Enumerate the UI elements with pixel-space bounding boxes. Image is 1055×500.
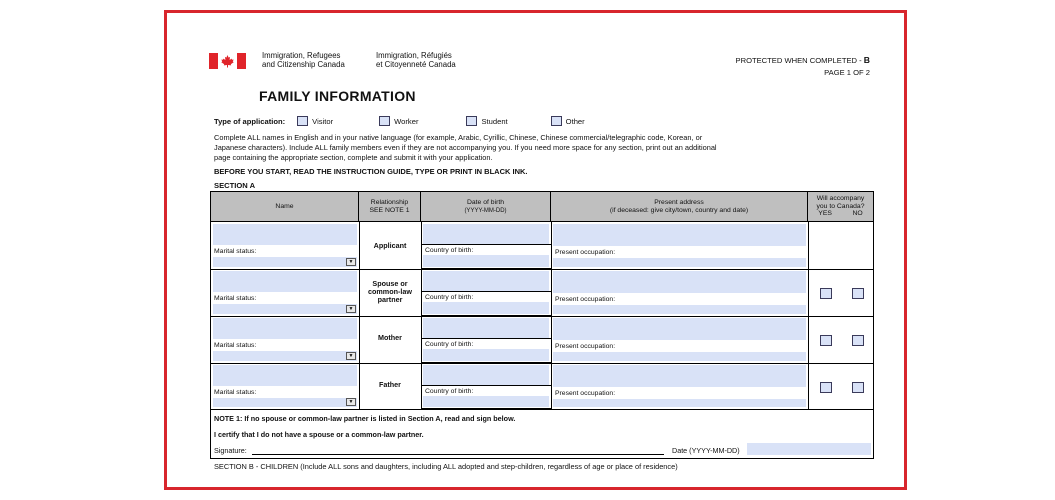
- applicant-marital-status-select[interactable]: [213, 257, 357, 267]
- header-accompany-question: you to Canada?: [816, 202, 865, 210]
- spouse-address-field[interactable]: [553, 271, 806, 293]
- mother-name-field[interactable]: [213, 318, 357, 339]
- header-dob: [421, 192, 551, 222]
- relationship-line: Mother: [378, 333, 402, 342]
- applicant-name-field[interactable]: [213, 224, 357, 245]
- mother-dob-field[interactable]: [423, 318, 549, 338]
- dept-fr-line1: Immigration, Réfugiés: [376, 51, 452, 60]
- header-address-hint: (if deceased: give city/town, country and date): [609, 206, 749, 214]
- father-dob-field[interactable]: [423, 365, 549, 385]
- father-yes-checkbox[interactable]: [820, 382, 832, 393]
- chevron-down-icon[interactable]: ▼: [346, 258, 356, 266]
- other-label: Other: [565, 116, 585, 126]
- mother-occupation-field[interactable]: [553, 352, 806, 361]
- protected-notice: [736, 54, 870, 79]
- date-label: Date (YYYY-MM-DD): [672, 446, 740, 455]
- type-option-visitor[interactable]: [297, 116, 333, 126]
- worker-checkbox[interactable]: [379, 116, 390, 126]
- father-marital-status-select[interactable]: [213, 398, 357, 407]
- spouse-marital-status-select[interactable]: [213, 304, 357, 314]
- header-yes: YES: [818, 210, 832, 218]
- section-a-title: SECTION A: [214, 181, 256, 190]
- spouse-occupation-field[interactable]: [553, 305, 806, 314]
- country-of-birth-label: Country of birth:: [425, 388, 474, 395]
- header-name: [211, 192, 359, 222]
- applicant-country-field[interactable]: [423, 255, 549, 267]
- protected-label: PROTECTED WHEN COMPLETED -: [735, 56, 864, 65]
- relationship-spouse: [359, 280, 421, 304]
- other-checkbox[interactable]: [551, 116, 562, 126]
- spouse-yes-checkbox[interactable]: [820, 288, 832, 299]
- row-divider: [211, 409, 873, 410]
- dept-fr-line2: et Citoyenneté Canada: [376, 60, 456, 69]
- applicant-address-field[interactable]: [553, 224, 806, 246]
- type-option-student[interactable]: [466, 116, 507, 126]
- instructions-line: page containing the appropriate section, complete and submit it with your application.: [214, 153, 493, 162]
- father-name-field[interactable]: [213, 365, 357, 386]
- department-name-en: [262, 51, 345, 69]
- chevron-down-icon[interactable]: ▼: [346, 398, 356, 406]
- header-yes-no: [808, 210, 873, 218]
- section-b-title: SECTION B - CHILDREN (Include ALL sons and daughters, including ALL adopted and step-children, regardless of age or place of residence): [214, 462, 678, 471]
- visitor-label: Visitor: [312, 116, 334, 126]
- worker-label: Worker: [394, 116, 419, 126]
- certify-statement: I certify that I do not have a spouse or a common-law partner.: [214, 430, 424, 439]
- marital-status-label: Marital status:: [214, 342, 257, 349]
- section-a-table: [210, 191, 874, 459]
- type-option-worker[interactable]: [379, 116, 418, 126]
- relationship-line: partner: [377, 295, 403, 304]
- spouse-country-field[interactable]: [423, 302, 549, 314]
- header-relationship-note: SEE NOTE 1: [369, 206, 410, 214]
- relationship-line: common-law: [368, 287, 412, 296]
- mother-yes-checkbox[interactable]: [820, 335, 832, 346]
- mother-marital-status-select[interactable]: [213, 351, 357, 361]
- father-address-field[interactable]: [553, 365, 806, 387]
- form-page: [167, 13, 904, 487]
- present-occupation-label: Present occupation:: [555, 249, 616, 256]
- present-occupation-label: Present occupation:: [555, 343, 616, 350]
- instructions-paragraph: [214, 133, 870, 163]
- marital-status-label: Marital status:: [214, 389, 257, 396]
- father-occupation-field[interactable]: [553, 399, 806, 407]
- header-relationship: [359, 192, 421, 222]
- relationship-line: Applicant: [373, 241, 407, 250]
- chevron-down-icon[interactable]: ▼: [346, 305, 356, 313]
- header-no: NO: [852, 210, 863, 218]
- spouse-no-checkbox[interactable]: [852, 288, 864, 299]
- signature-date-field[interactable]: [747, 443, 871, 455]
- form-title: FAMILY INFORMATION: [259, 88, 416, 104]
- country-of-birth-label: Country of birth:: [425, 294, 474, 301]
- row-divider: [211, 363, 873, 364]
- dept-en-line2: and Citizenship Canada: [262, 60, 345, 69]
- document-frame: [164, 10, 907, 490]
- mother-no-checkbox[interactable]: [852, 335, 864, 346]
- spouse-name-field[interactable]: [213, 271, 357, 292]
- canada-flag-icon: [209, 53, 246, 69]
- protected-letter: B: [863, 55, 870, 65]
- signature-line[interactable]: [252, 454, 664, 455]
- before-start-notice: BEFORE YOU START, READ THE INSTRUCTION GUIDE, TYPE OR PRINT IN BLACK INK.: [214, 167, 528, 176]
- page-number: PAGE 1 OF 2: [824, 68, 870, 77]
- marital-status-label: Marital status:: [214, 248, 257, 255]
- relationship-father: [359, 381, 421, 389]
- mother-address-field[interactable]: [553, 318, 806, 340]
- father-country-field[interactable]: [423, 396, 549, 407]
- spouse-dob-field[interactable]: [423, 271, 549, 291]
- father-no-checkbox[interactable]: [852, 382, 864, 393]
- row-divider: [211, 269, 873, 270]
- instructions-line: Complete ALL names in English and in your native language (for example, Arabic, Cyrillic, Chinese, Chinese commercial/telegraphic code, Korean, or: [214, 133, 703, 142]
- mother-country-field[interactable]: [423, 349, 549, 361]
- applicant-occupation-field[interactable]: [553, 258, 806, 267]
- marital-status-label: Marital status:: [214, 295, 257, 302]
- country-of-birth-label: Country of birth:: [425, 341, 474, 348]
- note-1: NOTE 1: If no spouse or common-law partner is listed in Section A, read and sign below.: [214, 414, 516, 423]
- signature-label: Signature:: [214, 446, 247, 455]
- chevron-down-icon[interactable]: ▼: [346, 352, 356, 360]
- header-name-label: Name: [275, 202, 294, 210]
- relationship-line: Father: [379, 380, 401, 389]
- application-type-label: Type of application:: [214, 116, 286, 126]
- header-dob-label: Date of birth: [466, 198, 505, 206]
- header-dob-format: (YYYY-MM-DD): [464, 207, 507, 214]
- header-accompany-label: Will accompany: [816, 195, 865, 203]
- applicant-dob-field[interactable]: [423, 224, 549, 244]
- present-occupation-label: Present occupation:: [555, 390, 616, 397]
- country-of-birth-label: Country of birth:: [425, 247, 474, 254]
- type-option-other[interactable]: [551, 116, 585, 126]
- relationship-applicant: [359, 242, 421, 250]
- present-occupation-label: Present occupation:: [555, 296, 616, 303]
- department-name-fr: [376, 51, 456, 69]
- header-address: [551, 192, 808, 222]
- dept-en-line1: Immigration, Refugees: [262, 51, 341, 60]
- header-relationship-label: Relationship: [370, 198, 409, 206]
- application-type-row: [214, 116, 585, 126]
- header-address-label: Present address: [654, 198, 704, 206]
- instructions-line: Japanese characters). Include ALL family members even if they are not accompanying you. If you need more space for any section, print out an additional: [214, 143, 717, 152]
- row-divider: [211, 316, 873, 317]
- relationship-line: Spouse or: [372, 279, 408, 288]
- relationship-mother: [359, 334, 421, 342]
- student-label: Student: [481, 116, 508, 126]
- visitor-checkbox[interactable]: [297, 116, 308, 126]
- student-checkbox[interactable]: [466, 116, 477, 126]
- header-accompany: [808, 192, 873, 222]
